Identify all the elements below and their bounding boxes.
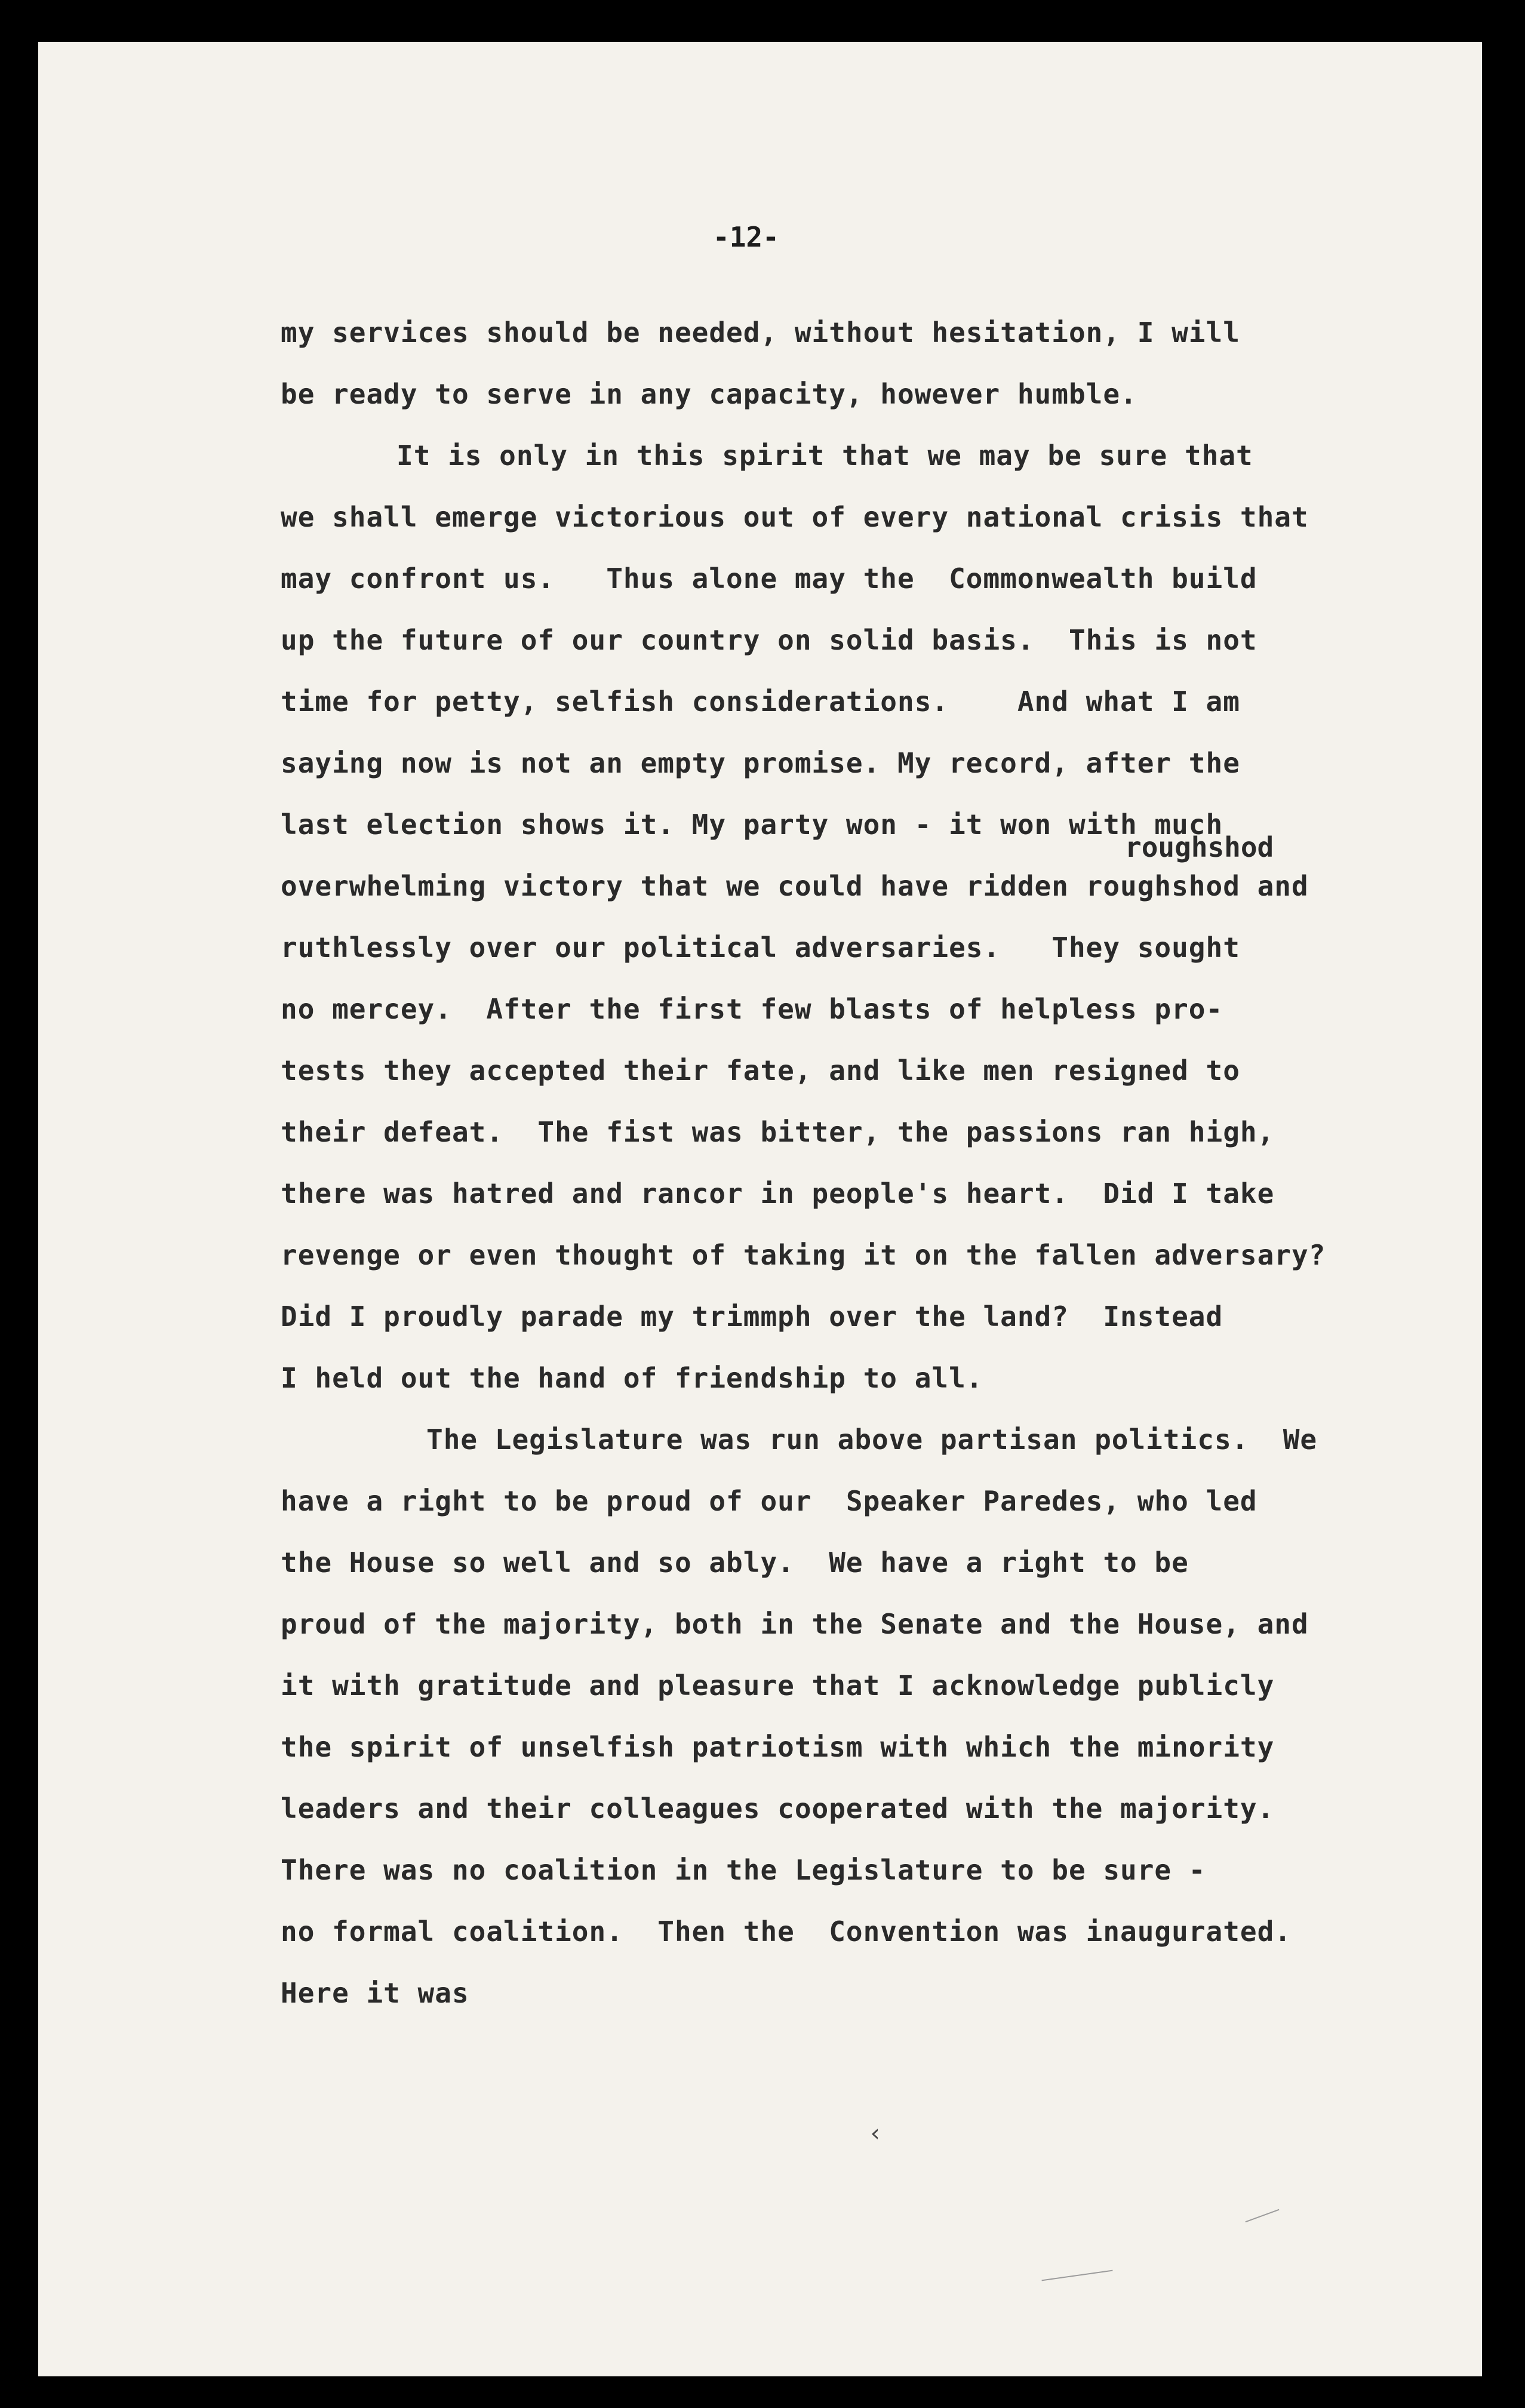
text-line: Here it was (281, 1977, 469, 2009)
page-number: -12- (713, 221, 779, 253)
text-line: It is only in this spirit that we may be sure that (396, 439, 1253, 472)
text-line: may confront us. Thus alone may the Commonwealth build (281, 562, 1257, 595)
text-line: no formal coalition. Then the Convention was inaugurated. (281, 1915, 1292, 1948)
handwritten-insertion: roughshod (1125, 831, 1274, 863)
text-line: proud of the majority, both in the Senate and the House, and (281, 1608, 1309, 1640)
scratch-mark (1041, 2270, 1112, 2281)
text-line: There was no coalition in the Legislature to be sure - (281, 1854, 1206, 1886)
text-line: Did I proudly parade my trimmph over the land? Instead (281, 1300, 1223, 1333)
text-line: time for petty, selfish considerations. And what I am (281, 685, 1240, 718)
text-line: my services should be needed, without hesitation, I will (281, 316, 1240, 349)
text-line: revenge or even thought of taking it on the fallen adversary? (281, 1239, 1326, 1271)
text-line: it with gratitude and pleasure that I acknowledge publicly (281, 1669, 1275, 1702)
stray-mark: ‹ (868, 2120, 883, 2147)
document-page (38, 42, 1482, 2376)
text-line: there was hatred and rancor in people's heart. Did I take (281, 1177, 1275, 1210)
text-line: no mercey. After the first few blasts of helpless pro- (281, 993, 1223, 1025)
text-line: the House so well and so ably. We have a right to be (281, 1546, 1189, 1579)
text-line: leaders and their colleagues cooperated with the majority. (281, 1792, 1275, 1825)
text-line: be ready to serve in any capacity, however humble. (281, 378, 1137, 410)
text-line: tests they accepted their fate, and like men resigned to (281, 1054, 1240, 1087)
text-line: we shall emerge victorious out of every national crisis that (281, 501, 1309, 533)
scratch-mark (1245, 2209, 1279, 2222)
text-line: have a right to be proud of our Speaker Paredes, who led (281, 1485, 1257, 1517)
text-line: saying now is not an empty promise. My record, after the (281, 747, 1240, 779)
text-line: their defeat. The fist was bitter, the passions ran high, (281, 1116, 1275, 1148)
text-line: overwhelming victory that we could have ridden roughshod and (281, 870, 1309, 902)
text-line: The Legislature was run above partisan politics. We (426, 1423, 1318, 1456)
text-line: the spirit of unselfish patriotism with which the minority (281, 1731, 1275, 1763)
text-line: ruthlessly over our political adversaries. They sought (281, 931, 1240, 964)
text-line: I held out the hand of friendship to all. (281, 1362, 983, 1394)
text-line: last election shows it. My party won - it won with much (281, 808, 1223, 841)
text-line: up the future of our country on solid basis. This is not (281, 624, 1257, 656)
